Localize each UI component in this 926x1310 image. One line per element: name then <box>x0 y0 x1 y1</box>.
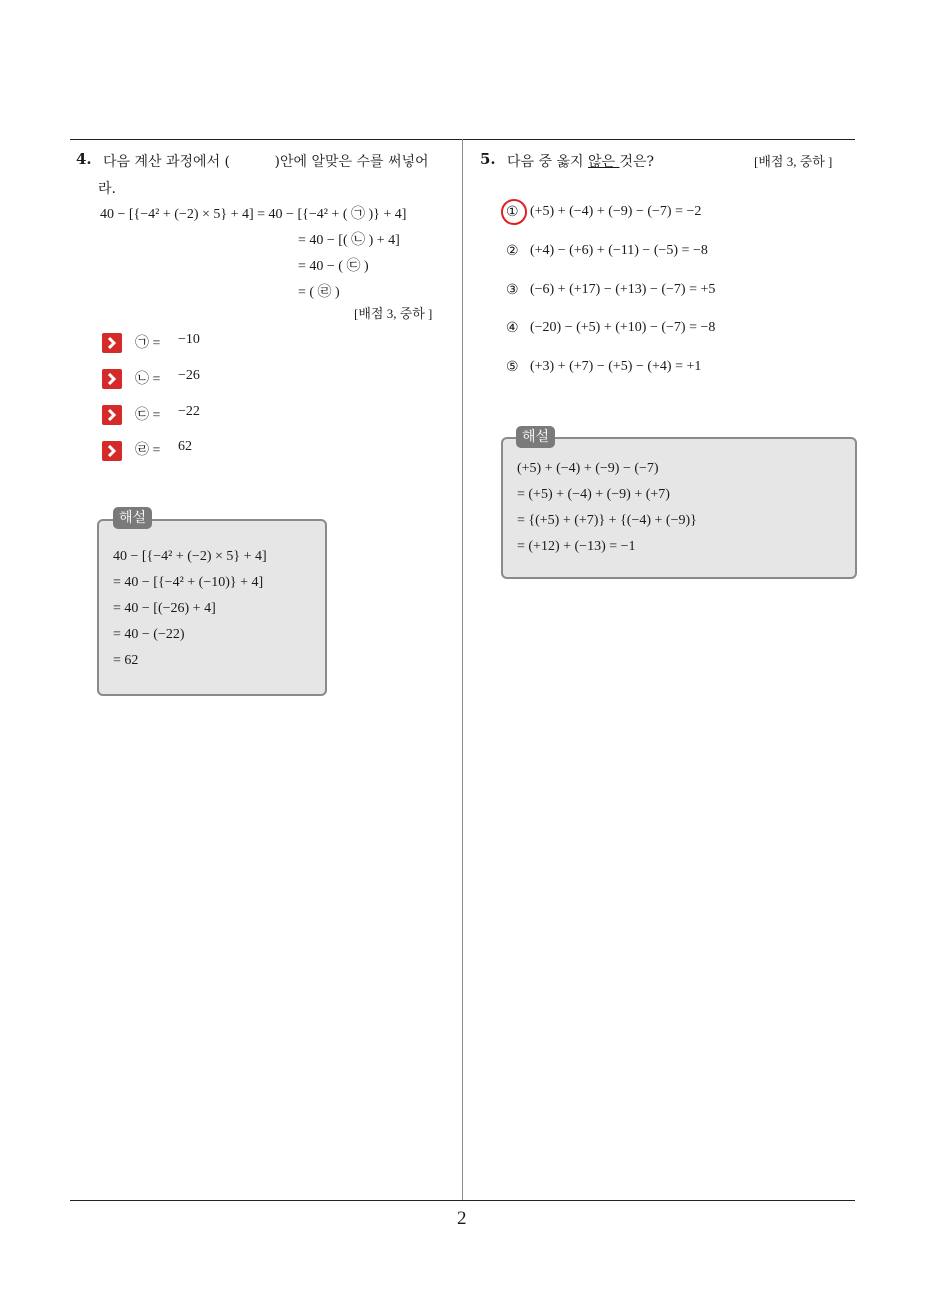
solution-line: = 40 − [{−4² + (−10)} + 4] <box>113 575 264 590</box>
solution-line: = {(+5) + (+7)} + {(−4) + (−9)} <box>517 513 697 528</box>
solution-tag: 해설 <box>113 507 152 529</box>
option-expression: (−20) − (+5) + (+10) − (−7) = −8 <box>530 320 716 335</box>
question-text: 다음 계산 과정에서 ( )안에 알맞은 수를 써넣어 <box>103 154 429 170</box>
work-line: = 40 − [( ㉡ ) + 4] <box>298 233 400 248</box>
option-number: ③ <box>506 283 519 298</box>
answer-value: −26 <box>178 368 200 383</box>
option-expression: (+3) + (+7) − (+5) − (+4) = +1 <box>530 359 702 374</box>
chevron-right-icon <box>106 409 118 421</box>
solution-line: = (+5) + (−4) + (−9) + (+7) <box>517 487 670 502</box>
answer-value: −22 <box>178 404 200 419</box>
answer-label: ㉠ = <box>135 336 161 351</box>
solution-line: = 40 − [(−26) + 4] <box>113 601 216 616</box>
solution-tag: 해설 <box>516 426 555 448</box>
score-label: [배점 3, 중하 ] <box>354 306 433 321</box>
chevron-right-icon <box>106 373 118 385</box>
answer-toggle-button[interactable] <box>102 333 122 353</box>
chevron-right-icon <box>106 445 118 457</box>
answer-toggle-button[interactable] <box>102 441 122 461</box>
work-line: 40 − [{−4² + (−2) × 5} + 4] = 40 − [{−4² + ( ㉠ )} + 4] <box>100 207 407 222</box>
option-number: ② <box>506 244 519 259</box>
solution-box <box>97 519 327 696</box>
option-expression: (+5) + (−4) + (−9) − (−7) = −2 <box>530 204 702 219</box>
answer-value: 62 <box>178 439 192 454</box>
chevron-right-icon <box>106 337 118 349</box>
answer-toggle-button[interactable] <box>102 369 122 389</box>
solution-box <box>501 437 857 579</box>
column-divider <box>462 139 463 1201</box>
solution-line: = 62 <box>113 653 139 668</box>
solution-line: (+5) + (−4) + (−9) − (−7) <box>517 461 659 476</box>
option-number: ⑤ <box>506 360 519 375</box>
option-number: ④ <box>506 321 519 336</box>
solution-line: 40 − [{−4² + (−2) × 5} + 4] <box>113 549 267 564</box>
question-text-part: 것은? <box>619 154 655 170</box>
question-number: 4. <box>76 150 92 168</box>
solution-line: = (+12) + (−13) = −1 <box>517 539 636 554</box>
page-number: 2 <box>457 1208 467 1229</box>
option-expression: (+4) − (+6) + (−11) − (−5) = −8 <box>530 243 708 258</box>
question-text-part: 다음 중 옳지 <box>507 154 588 170</box>
answer-label: ㉡ = <box>135 372 161 387</box>
score-label: [배점 3, 중하 ] <box>754 154 833 169</box>
question-text <box>507 151 654 171</box>
bottom-rule <box>70 1200 855 1201</box>
solution-line: = 40 − (−22) <box>113 627 185 642</box>
question-text-cont: 라. <box>98 181 116 197</box>
answer-toggle-button[interactable] <box>102 405 122 425</box>
question-text-underlined: 않은 <box>587 154 620 170</box>
option-number: ① <box>506 205 519 220</box>
option-expression: (−6) + (+17) − (+13) − (−7) = +5 <box>530 282 716 297</box>
work-line: = 40 − ( ㉢ ) <box>298 259 369 274</box>
question-number: 5. <box>480 150 496 168</box>
answer-label: ㉣ = <box>135 443 161 458</box>
answer-label: ㉢ = <box>135 408 161 423</box>
answer-value: −10 <box>178 332 200 347</box>
work-line: = ( ㉣ ) <box>298 285 340 300</box>
